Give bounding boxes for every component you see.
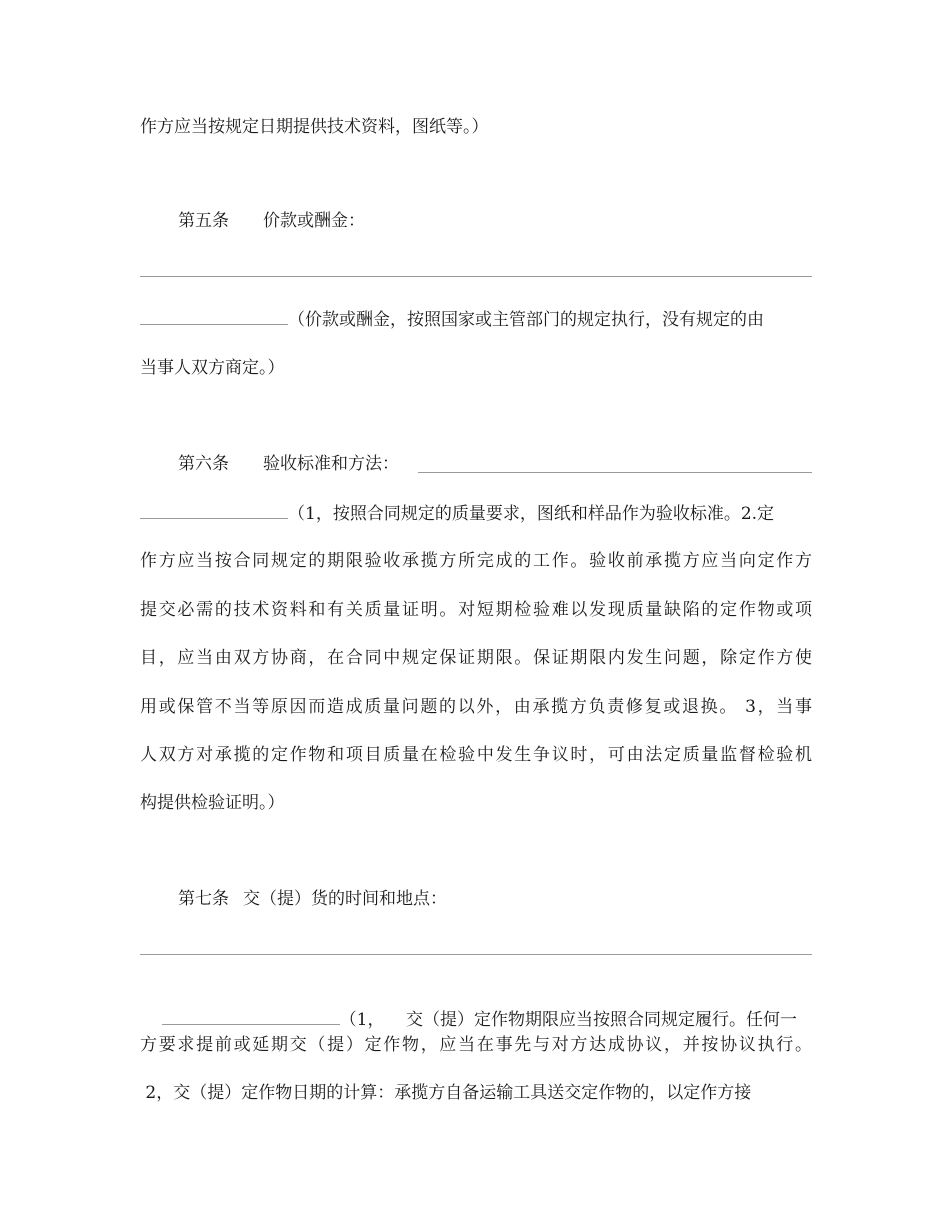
article-5-heading	[178, 210, 365, 232]
paragraph-line: 作方应当按合同规定的期限验收承揽方所完成的工作。验收前承揽方应当向定作方	[140, 551, 812, 571]
paragraph-line: 人双方对承揽的定作物和项目质量在检验中发生争议时，可由法定质量监督检验机	[140, 745, 812, 765]
paragraph-line: 作方应当按规定日期提供技术资料，图纸等。）	[140, 117, 489, 137]
article-5-number: 第五条	[178, 211, 229, 231]
paragraph-line: （1， 交（提）定作物期限应当按照合同规定履行。任何一	[339, 1010, 798, 1030]
paragraph-line: （1，按照合同规定的质量要求，图纸和样品作为验收标准。2.定	[288, 504, 775, 524]
fill-in-blank	[162, 1008, 340, 1025]
article-6-clause	[140, 502, 812, 525]
paragraph-line: 提交必需的技术资料和有关质量证明。对短期检验难以发现质量缺陷的定作物或项	[140, 600, 812, 620]
paragraph-line: 2，交（提）定作物日期的计算：承揽方自备运输工具送交定作物的，以定作方接	[140, 1083, 752, 1103]
paragraph-line: 当事人双方商定。）	[140, 358, 285, 378]
fill-in-blank	[140, 502, 288, 519]
article-7-number: 第七条	[178, 889, 229, 909]
paragraph-line: 构提供检验证明。）	[140, 793, 285, 813]
article-7-title: 交（提）货的时间和地点：	[243, 889, 447, 909]
paragraph-line: （价款或酬金，按照国家或主管部门的规定执行，没有规定的由	[288, 310, 764, 330]
paragraph-line: 用或保管不当等原因而造成质量问题的以外，由承揽方负责修复或退换。 3，当事	[140, 697, 812, 717]
article-6-title: 验收标准和方法：	[263, 454, 399, 474]
fill-in-blank	[418, 456, 812, 473]
fill-in-blank	[140, 308, 288, 325]
paragraph-line: 目，应当由双方协商，在合同中规定保证期限。保证期限内发生问题，除定作方使	[140, 648, 812, 668]
fill-in-blank-line	[140, 954, 812, 955]
article-5-title: 价款或酬金：	[263, 211, 365, 231]
article-5-clause	[140, 308, 812, 331]
article-7-heading	[178, 888, 447, 910]
fill-in-blank-line	[140, 276, 812, 277]
article-6-heading	[178, 453, 812, 475]
paragraph-line: 方要求提前或延期交（提）定作物，应当在事先与对方达成协议，并按协议执行。	[140, 1035, 812, 1055]
article-6-number: 第六条	[178, 454, 229, 474]
